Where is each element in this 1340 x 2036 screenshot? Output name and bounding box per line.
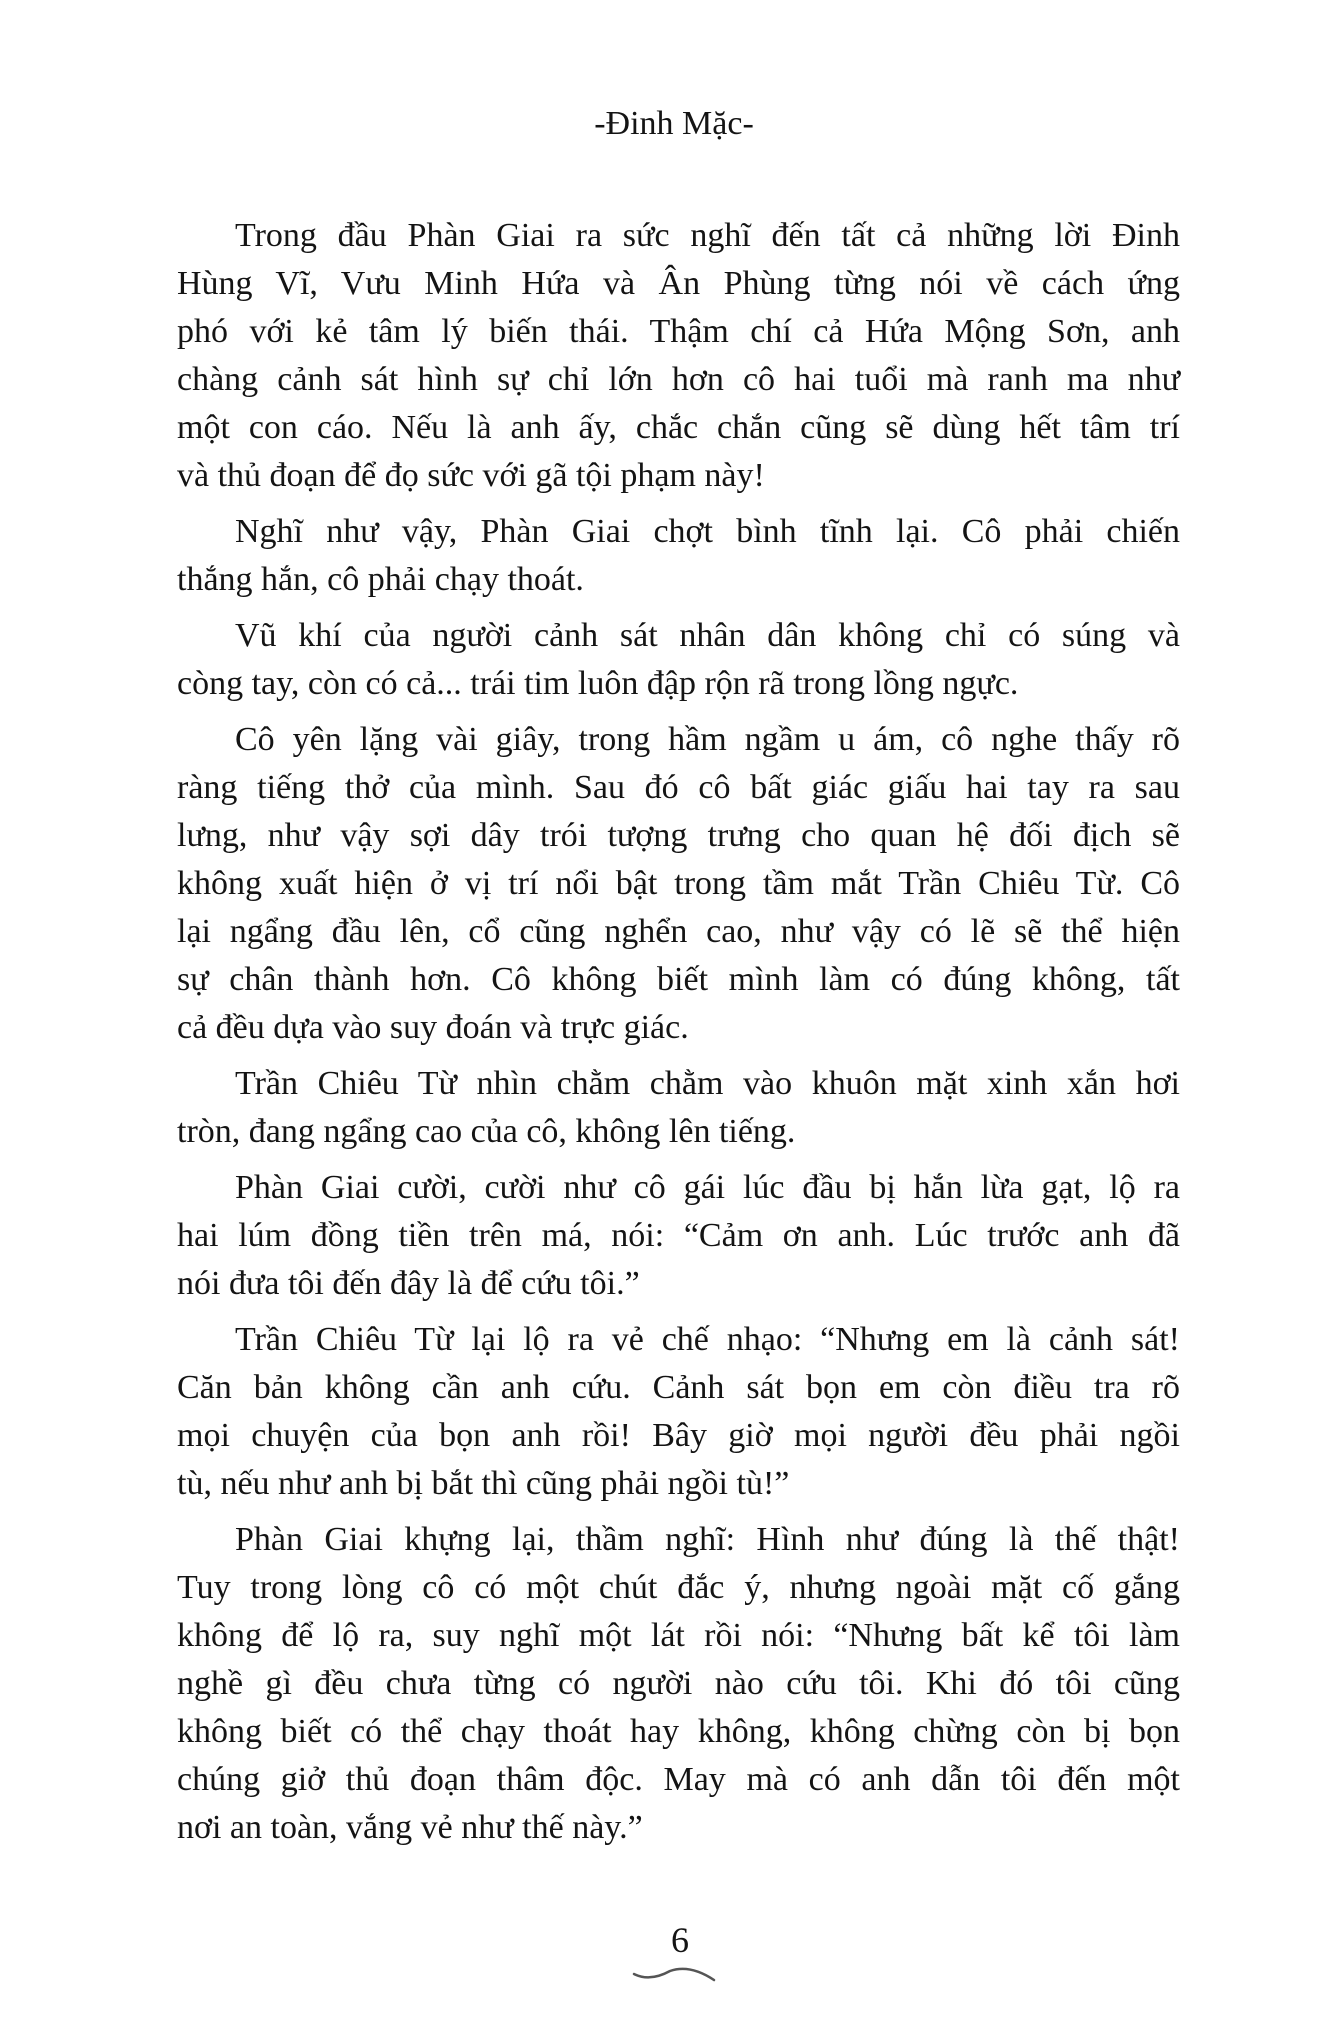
text-line: nói đưa tôi đến đây là để cứu tôi.”	[177, 1265, 640, 1302]
text-line: Phàn Giai cười, cười như cô gái lúc đầu bị hắn lừa gạt, lộ ra	[235, 1169, 1180, 1206]
text-line: tròn, đang ngẩng cao của cô, không lên tiếng.	[177, 1113, 796, 1150]
page-number-swoosh-ornament	[630, 1962, 720, 1986]
text-line: không để lộ ra, suy nghĩ một lát rồi nói: “Nhưng bất kể tôi làm	[177, 1617, 1180, 1654]
text-line: chúng giở thủ đoạn thâm độc. May mà có anh dẫn tôi đến một	[177, 1761, 1180, 1798]
text-line: và thủ đoạn để đọ sức với gã tội phạm này!	[177, 457, 765, 494]
text-line: Nghĩ như vậy, Phàn Giai chợt bình tĩnh lại. Cô phải chiến	[235, 513, 1180, 550]
text-line: mọi chuyện của bọn anh rồi! Bây giờ mọi người đều phải ngồi	[177, 1417, 1180, 1454]
paragraph	[177, 1516, 1180, 1852]
paragraph	[177, 716, 1180, 1052]
text-line: cả đều dựa vào suy đoán và trực giác.	[177, 1009, 689, 1046]
text-line: Trần Chiêu Từ lại lộ ra vẻ chế nhạo: “Nhưng em là cảnh sát!	[235, 1321, 1180, 1358]
paragraph	[177, 1316, 1180, 1508]
paragraph	[177, 212, 1180, 500]
text-line: không biết có thể chạy thoát hay không, không chừng còn bị bọn	[177, 1713, 1180, 1750]
paragraph	[177, 612, 1180, 708]
text-line: chàng cảnh sát hình sự chỉ lớn hơn cô hai tuổi mà ranh ma như	[177, 361, 1180, 398]
text-line: Trong đầu Phàn Giai ra sức nghĩ đến tất cả những lời Đinh	[235, 217, 1180, 254]
text-line: Trần Chiêu Từ nhìn chằm chằm vào khuôn mặt xinh xắn hơi	[235, 1065, 1180, 1102]
text-line: sự chân thành hơn. Cô không biết mình làm có đúng không, tất	[177, 961, 1180, 998]
text-line: phó với kẻ tâm lý biến thái. Thậm chí cả Hứa Mộng Sơn, anh	[177, 313, 1180, 350]
text-line: lại ngẩng đầu lên, cổ cũng nghển cao, như vậy có lẽ sẽ thể hiện	[177, 913, 1180, 950]
paragraph	[177, 1060, 1180, 1156]
paragraph	[177, 508, 1180, 604]
text-line: Cô yên lặng vài giây, trong hầm ngầm u ám, cô nghe thấy rõ	[235, 721, 1180, 758]
text-line: hai lúm đồng tiền trên má, nói: “Cảm ơn anh. Lúc trước anh đã	[177, 1217, 1180, 1254]
page-number: 6	[671, 1920, 689, 1960]
text-line: Tuy trong lòng cô có một chút đắc ý, nhưng ngoài mặt cố gắng	[177, 1569, 1180, 1606]
text-line: lưng, như vậy sợi dây trói tượng trưng cho quan hệ đối địch sẽ	[177, 817, 1180, 854]
text-line: tù, nếu như anh bị bắt thì cũng phải ngồi tù!”	[177, 1465, 790, 1502]
text-line: Vũ khí của người cảnh sát nhân dân không chỉ có súng và	[235, 617, 1180, 654]
text-line: ràng tiếng thở của mình. Sau đó cô bất giác giấu hai tay ra sau	[177, 769, 1180, 806]
running-header: -Đinh Mặc-	[594, 105, 754, 142]
body-text	[177, 212, 1180, 1860]
text-line: còng tay, còn có cả... trái tim luôn đập rộn rã trong lồng ngực.	[177, 665, 1019, 702]
text-line: Hùng Vĩ, Vưu Minh Hứa và Ân Phùng từng nói về cách ứng	[177, 265, 1180, 302]
paragraph	[177, 1164, 1180, 1308]
text-line: nghề gì đều chưa từng có người nào cứu tôi. Khi đó tôi cũng	[177, 1665, 1180, 1702]
text-line: Phàn Giai khựng lại, thầm nghĩ: Hình như đúng là thế thật!	[235, 1521, 1180, 1558]
text-line: Căn bản không cần anh cứu. Cảnh sát bọn em còn điều tra rõ	[177, 1369, 1180, 1406]
text-line: một con cáo. Nếu là anh ấy, chắc chắn cũng sẽ dùng hết tâm trí	[177, 409, 1180, 446]
text-line: không xuất hiện ở vị trí nổi bật trong tầm mắt Trần Chiêu Từ. Cô	[177, 865, 1180, 902]
text-line: thắng hắn, cô phải chạy thoát.	[177, 561, 584, 598]
text-line: nơi an toàn, vắng vẻ như thế này.”	[177, 1809, 643, 1846]
